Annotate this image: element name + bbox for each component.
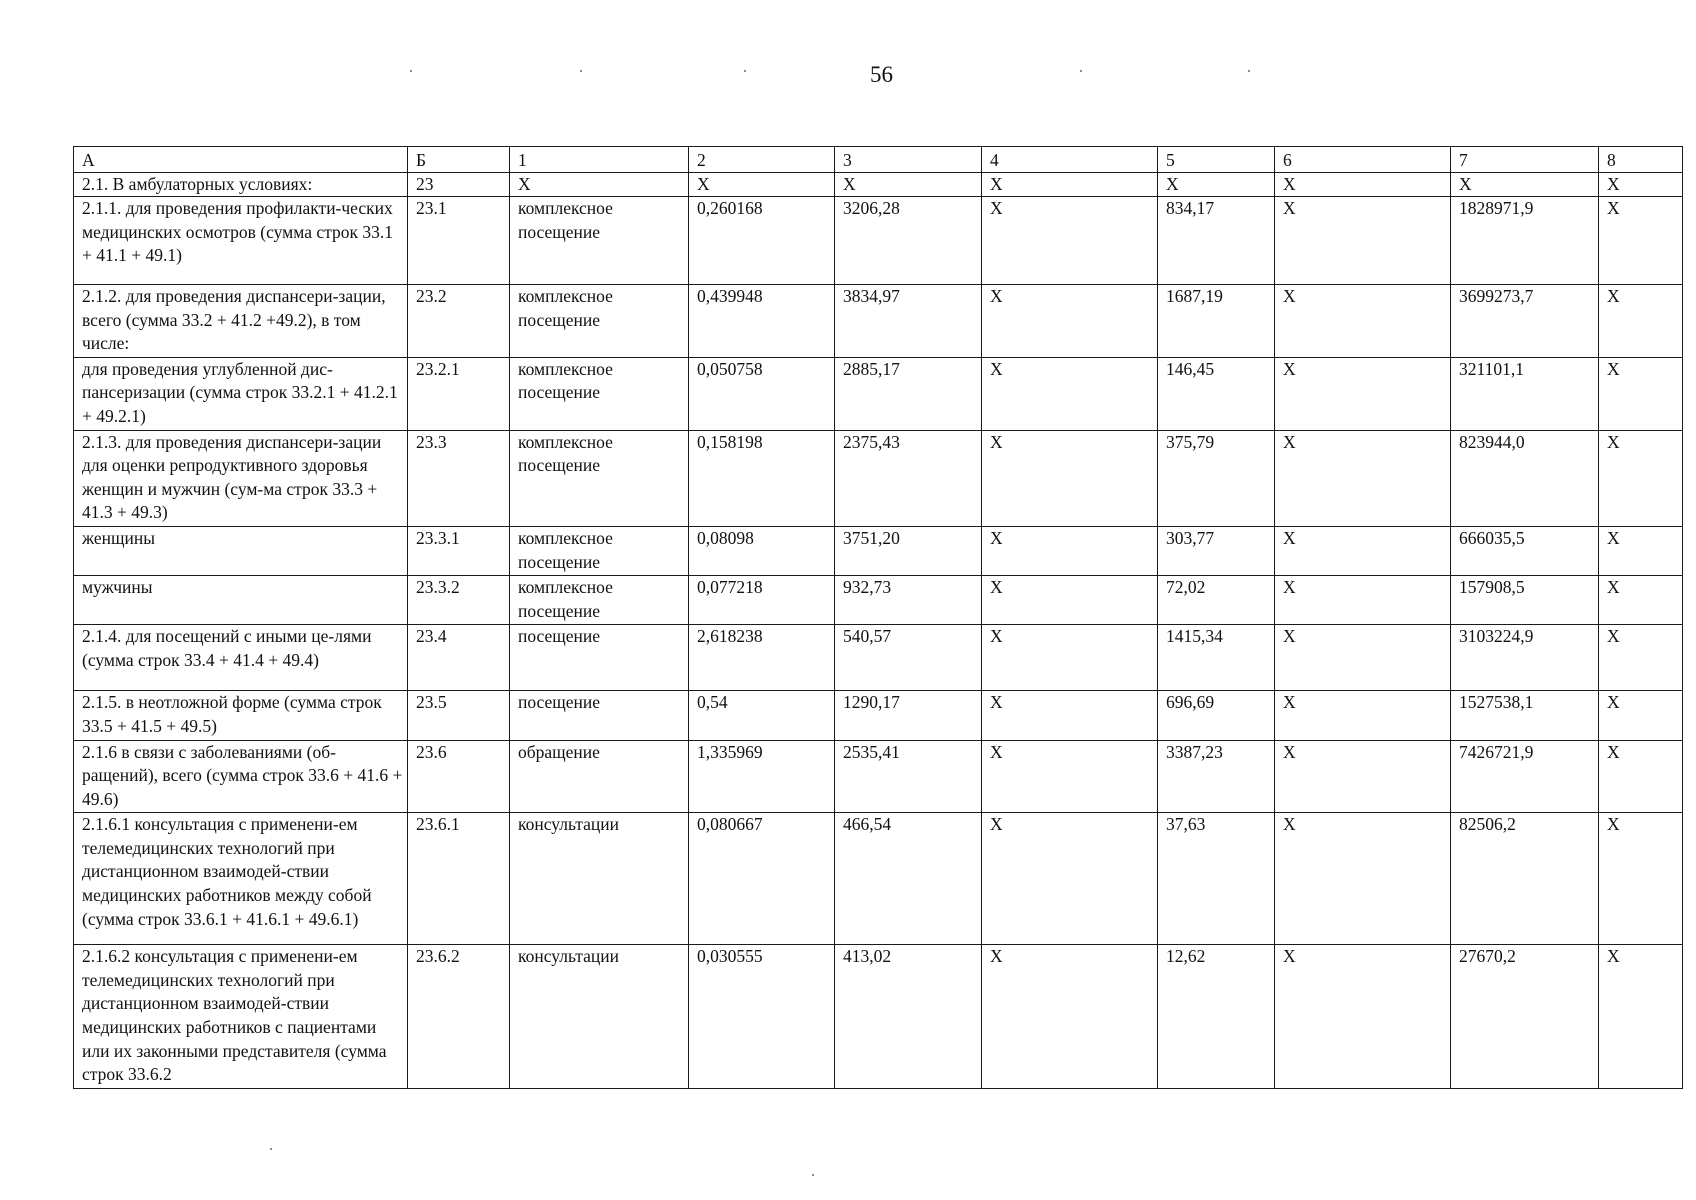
row-name-cell: 2.1.4. для посещений с иными це-лями (сумма строк 33.4 + 41.4 + 49.4): [74, 625, 408, 691]
col4-cell: Х: [982, 430, 1158, 526]
table-row: [74, 173, 1683, 197]
col2-cell: 1,335969: [689, 740, 835, 813]
row-name-cell: женщины: [74, 526, 408, 575]
col8-cell: Х: [1599, 740, 1683, 813]
col8-cell: Х: [1599, 430, 1683, 526]
col3-cell: 2535,41: [835, 740, 982, 813]
col3-cell: Х: [835, 173, 982, 197]
table-body: [74, 147, 1683, 1089]
col3-cell: 2885,17: [835, 357, 982, 430]
col6-cell: Х: [1275, 576, 1451, 625]
row-code-cell: 23.6: [408, 740, 510, 813]
unit-cell: консультации: [510, 945, 689, 1089]
scan-speck: [270, 1148, 272, 1150]
col6-cell: Х: [1275, 357, 1451, 430]
table-row: [74, 430, 1683, 526]
row-name-cell: 2.1.6 в связи с заболеваниями (об-ращений), всего (сумма строк 33.6 + 41.6 + 49.6): [74, 740, 408, 813]
col2-cell: 0,077218: [689, 576, 835, 625]
col3-cell: 466,54: [835, 813, 982, 945]
col5-cell: 1687,19: [1158, 285, 1275, 358]
unit-cell: посещение: [510, 625, 689, 691]
row-name-cell: мужчины: [74, 576, 408, 625]
table-row: [74, 691, 1683, 740]
row-code-cell: 23.6.1: [408, 813, 510, 945]
row-code-cell: 23.2: [408, 285, 510, 358]
col5-cell: 12,62: [1158, 945, 1275, 1089]
scan-speck: [744, 70, 746, 72]
col5-cell: Х: [1158, 173, 1275, 197]
col2-cell: 0,050758: [689, 357, 835, 430]
unit-cell: обращение: [510, 740, 689, 813]
row-code-cell: 23.1: [408, 197, 510, 285]
col7-cell: 321101,1: [1451, 357, 1599, 430]
scan-speck: [580, 70, 582, 72]
col2-cell: 0,158198: [689, 430, 835, 526]
col3-cell: 3834,97: [835, 285, 982, 358]
column-header: 1: [510, 147, 689, 173]
col4-cell: Х: [982, 945, 1158, 1089]
unit-cell: комплексное посещение: [510, 357, 689, 430]
col4-cell: Х: [982, 173, 1158, 197]
table-header-row: [74, 147, 1683, 173]
col7-cell: 27670,2: [1451, 945, 1599, 1089]
row-code-cell: 23.4: [408, 625, 510, 691]
col6-cell: Х: [1275, 691, 1451, 740]
col7-cell: 7426721,9: [1451, 740, 1599, 813]
table-row: [74, 813, 1683, 945]
unit-cell: комплексное посещение: [510, 197, 689, 285]
col5-cell: 834,17: [1158, 197, 1275, 285]
column-header: 8: [1599, 147, 1683, 173]
unit-cell: комплексное посещение: [510, 576, 689, 625]
col6-cell: Х: [1275, 430, 1451, 526]
col3-cell: 932,73: [835, 576, 982, 625]
row-name-cell: 2.1.3. для проведения диспансери-зации для оценки репродуктивного здоровья женщин и мужчин (сум-ма строк 33.3 + 41.3 + 49.3): [74, 430, 408, 526]
col7-cell: 666035,5: [1451, 526, 1599, 575]
col3-cell: 3206,28: [835, 197, 982, 285]
col2-cell: 0,08098: [689, 526, 835, 575]
unit-cell: комплексное посещение: [510, 430, 689, 526]
unit-cell: консультации: [510, 813, 689, 945]
row-name-cell: 2.1.6.2 консультация с применени-ем телемедицинских технологий при дистанционном взаимодей-ствии медицинских работников с пациентами или их законными представителя (сумма строк 33.6.2: [74, 945, 408, 1089]
col8-cell: Х: [1599, 576, 1683, 625]
col7-cell: 3699273,7: [1451, 285, 1599, 358]
col6-cell: Х: [1275, 945, 1451, 1089]
col5-cell: 3387,23: [1158, 740, 1275, 813]
table-row: [74, 740, 1683, 813]
unit-cell: Х: [510, 173, 689, 197]
row-code-cell: 23.5: [408, 691, 510, 740]
scan-speck: [1080, 70, 1082, 72]
row-name-cell: для проведения углубленной дис-пансеризации (сумма строк 33.2.1 + 41.2.1 + 49.2.1): [74, 357, 408, 430]
col3-cell: 413,02: [835, 945, 982, 1089]
col4-cell: Х: [982, 197, 1158, 285]
row-code-cell: 23.3.1: [408, 526, 510, 575]
row-name-cell: 2.1. В амбулаторных условиях:: [74, 173, 408, 197]
col2-cell: 2,618238: [689, 625, 835, 691]
col8-cell: Х: [1599, 357, 1683, 430]
column-header: 2: [689, 147, 835, 173]
col2-cell: 0,439948: [689, 285, 835, 358]
col4-cell: Х: [982, 526, 1158, 575]
col7-cell: Х: [1451, 173, 1599, 197]
column-header: 7: [1451, 147, 1599, 173]
column-header: А: [74, 147, 408, 173]
col6-cell: Х: [1275, 625, 1451, 691]
col2-cell: 0,030555: [689, 945, 835, 1089]
col7-cell: 82506,2: [1451, 813, 1599, 945]
unit-cell: комплексное посещение: [510, 285, 689, 358]
scan-speck: [1248, 70, 1250, 72]
col4-cell: Х: [982, 625, 1158, 691]
row-code-cell: 23.3: [408, 430, 510, 526]
col4-cell: Х: [982, 576, 1158, 625]
col8-cell: Х: [1599, 625, 1683, 691]
col8-cell: Х: [1599, 285, 1683, 358]
scan-speck: [410, 70, 412, 72]
table-row: [74, 526, 1683, 575]
col8-cell: Х: [1599, 173, 1683, 197]
col5-cell: 37,63: [1158, 813, 1275, 945]
col5-cell: 146,45: [1158, 357, 1275, 430]
data-table: [73, 146, 1683, 1089]
col5-cell: 696,69: [1158, 691, 1275, 740]
col7-cell: 157908,5: [1451, 576, 1599, 625]
column-header: 5: [1158, 147, 1275, 173]
col4-cell: Х: [982, 740, 1158, 813]
col6-cell: Х: [1275, 740, 1451, 813]
col7-cell: 823944,0: [1451, 430, 1599, 526]
col8-cell: Х: [1599, 813, 1683, 945]
row-name-cell: 2.1.5. в неотложной форме (сумма строк 33.5 + 41.5 + 49.5): [74, 691, 408, 740]
col6-cell: Х: [1275, 813, 1451, 945]
col8-cell: Х: [1599, 945, 1683, 1089]
col6-cell: Х: [1275, 173, 1451, 197]
scan-speck: [812, 1174, 814, 1176]
column-header: 3: [835, 147, 982, 173]
col5-cell: 72,02: [1158, 576, 1275, 625]
col5-cell: 1415,34: [1158, 625, 1275, 691]
row-code-cell: 23: [408, 173, 510, 197]
unit-cell: посещение: [510, 691, 689, 740]
col6-cell: Х: [1275, 526, 1451, 575]
table-row: [74, 285, 1683, 358]
column-header: Б: [408, 147, 510, 173]
table-row: [74, 576, 1683, 625]
col8-cell: Х: [1599, 691, 1683, 740]
page-number: 56: [870, 62, 893, 87]
col4-cell: Х: [982, 357, 1158, 430]
column-header: 4: [982, 147, 1158, 173]
col3-cell: 3751,20: [835, 526, 982, 575]
col7-cell: 3103224,9: [1451, 625, 1599, 691]
row-code-cell: 23.3.2: [408, 576, 510, 625]
col5-cell: 375,79: [1158, 430, 1275, 526]
row-name-cell: 2.1.1. для проведения профилакти-ческих медицинских осмотров (сумма строк 33.1 + 41.1 + 49.1): [74, 197, 408, 285]
col8-cell: Х: [1599, 526, 1683, 575]
row-name-cell: 2.1.2. для проведения диспансери-зации, всего (сумма 33.2 + 41.2 +49.2), в том числе:: [74, 285, 408, 358]
table-row: [74, 625, 1683, 691]
row-code-cell: 23.6.2: [408, 945, 510, 1089]
column-header: 6: [1275, 147, 1451, 173]
col5-cell: 303,77: [1158, 526, 1275, 575]
table-row: [74, 945, 1683, 1089]
table-row: [74, 197, 1683, 285]
col4-cell: Х: [982, 691, 1158, 740]
row-code-cell: 23.2.1: [408, 357, 510, 430]
col2-cell: 0,54: [689, 691, 835, 740]
col2-cell: Х: [689, 173, 835, 197]
col8-cell: Х: [1599, 197, 1683, 285]
col3-cell: 540,57: [835, 625, 982, 691]
col2-cell: 0,080667: [689, 813, 835, 945]
col7-cell: 1527538,1: [1451, 691, 1599, 740]
col4-cell: Х: [982, 285, 1158, 358]
row-name-cell: 2.1.6.1 консультация с применени-ем телемедицинских технологий при дистанционном взаимодей-ствии медицинских работников между собой (сумма строк 33.6.1 + 41.6.1 + 49.6.1): [74, 813, 408, 945]
col2-cell: 0,260168: [689, 197, 835, 285]
col3-cell: 1290,17: [835, 691, 982, 740]
col3-cell: 2375,43: [835, 430, 982, 526]
table-row: [74, 357, 1683, 430]
col6-cell: Х: [1275, 285, 1451, 358]
unit-cell: комплексное посещение: [510, 526, 689, 575]
col6-cell: Х: [1275, 197, 1451, 285]
col4-cell: Х: [982, 813, 1158, 945]
col7-cell: 1828971,9: [1451, 197, 1599, 285]
